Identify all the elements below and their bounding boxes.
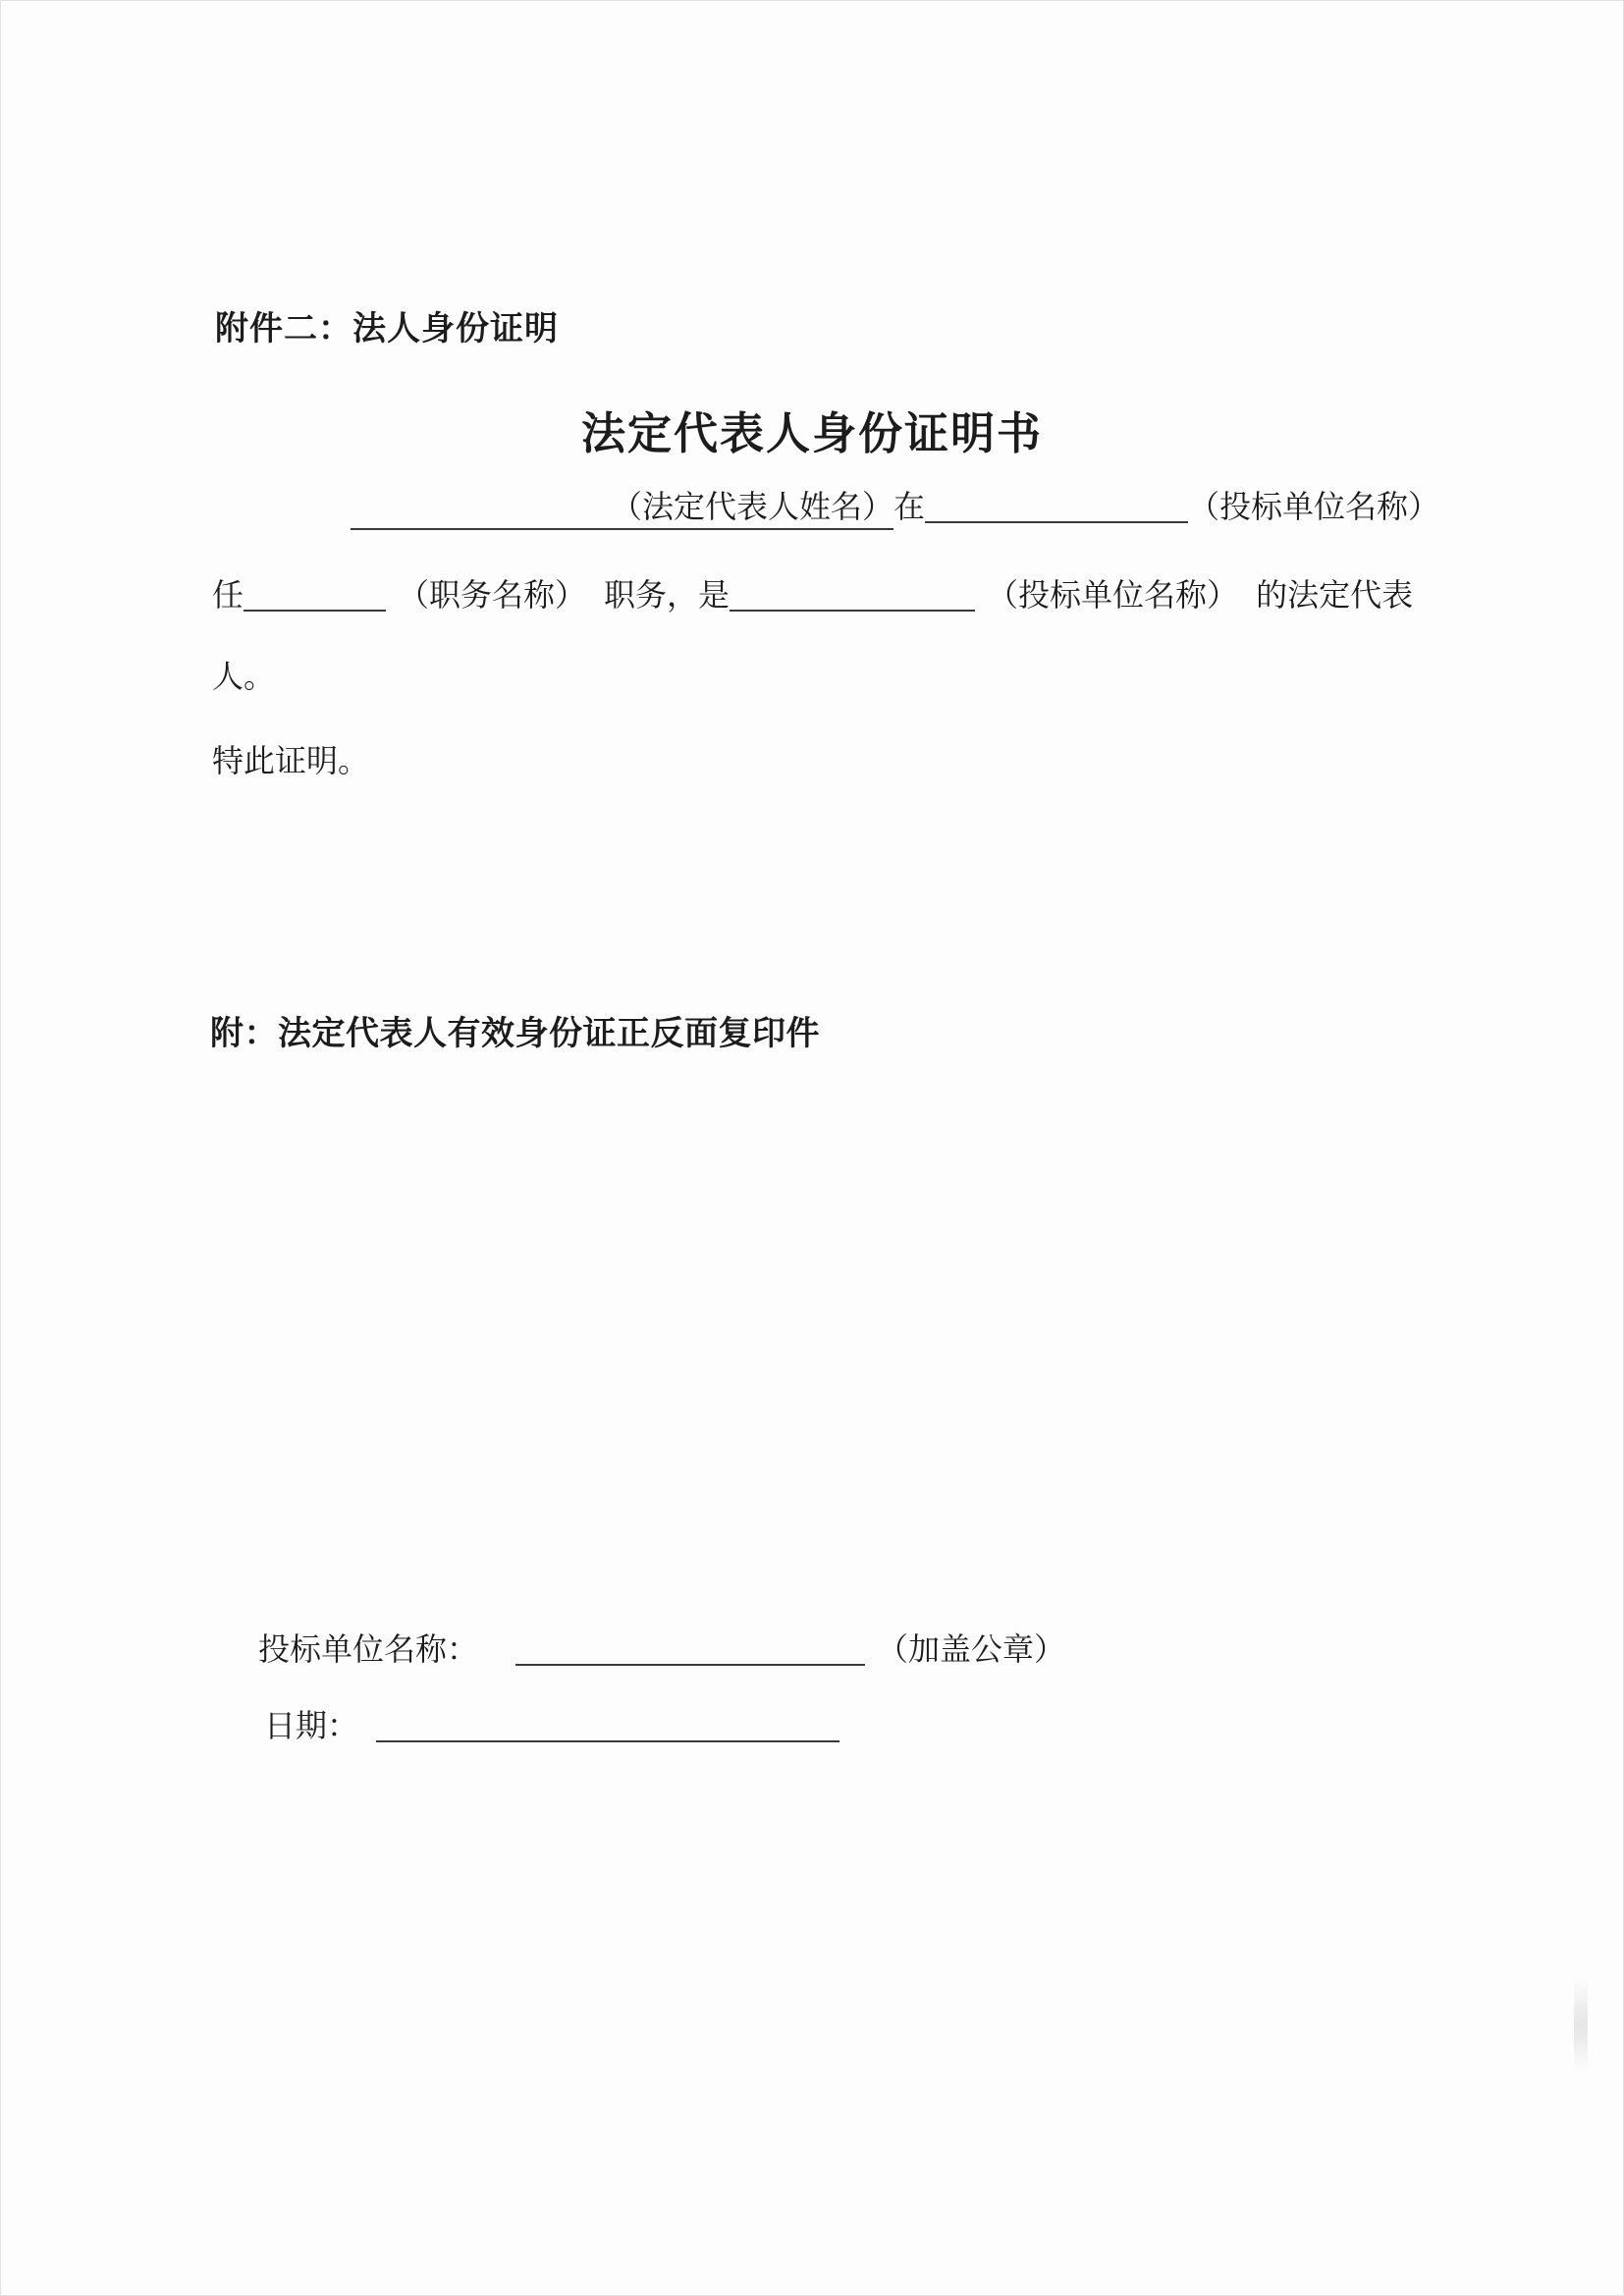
company-name-blank-1	[925, 492, 1188, 523]
date-label: 日期：	[264, 1708, 359, 1743]
attachment-note: 附：法定代表人有效身份证正反面复印件	[210, 1016, 820, 1052]
scan-smudge-artifact	[1574, 1979, 1588, 2072]
line2-mid-text: 职务，是	[604, 577, 731, 613]
body-line-2	[212, 574, 1413, 616]
legal-rep-name-blank-group	[351, 489, 893, 530]
company-name-blank-2	[730, 580, 975, 612]
company-label: 投标单位名称：	[258, 1631, 479, 1667]
company-note-2: （投标单位名称）	[987, 577, 1239, 613]
line2-prefix-text: 任	[212, 577, 244, 613]
seal-note: （加盖公章）	[877, 1631, 1066, 1667]
legal-rep-name-blank	[351, 516, 611, 517]
body-line-3: 人。	[212, 659, 276, 694]
footer-date-line	[264, 1705, 839, 1747]
certify-statement: 特此证明。	[212, 743, 370, 778]
body-line-1	[351, 486, 1439, 528]
position-title-blank	[244, 580, 386, 612]
date-fill-blank	[376, 1711, 839, 1742]
conn-in-text: 在	[893, 489, 926, 524]
company-name-fill-blank	[515, 1634, 865, 1666]
attachment-label: 附件二：法人身份证明	[215, 311, 559, 347]
footer-company-line	[258, 1629, 1065, 1671]
position-note: （职务名称）	[398, 577, 587, 613]
document-title: 法定代表人身份证明书	[580, 409, 1043, 458]
line2-suffix-text: 的法定代表	[1256, 577, 1414, 613]
legal-rep-name-note: （法定代表人姓名）	[611, 489, 894, 524]
company-note-1: （投标单位名称）	[1188, 489, 1440, 524]
